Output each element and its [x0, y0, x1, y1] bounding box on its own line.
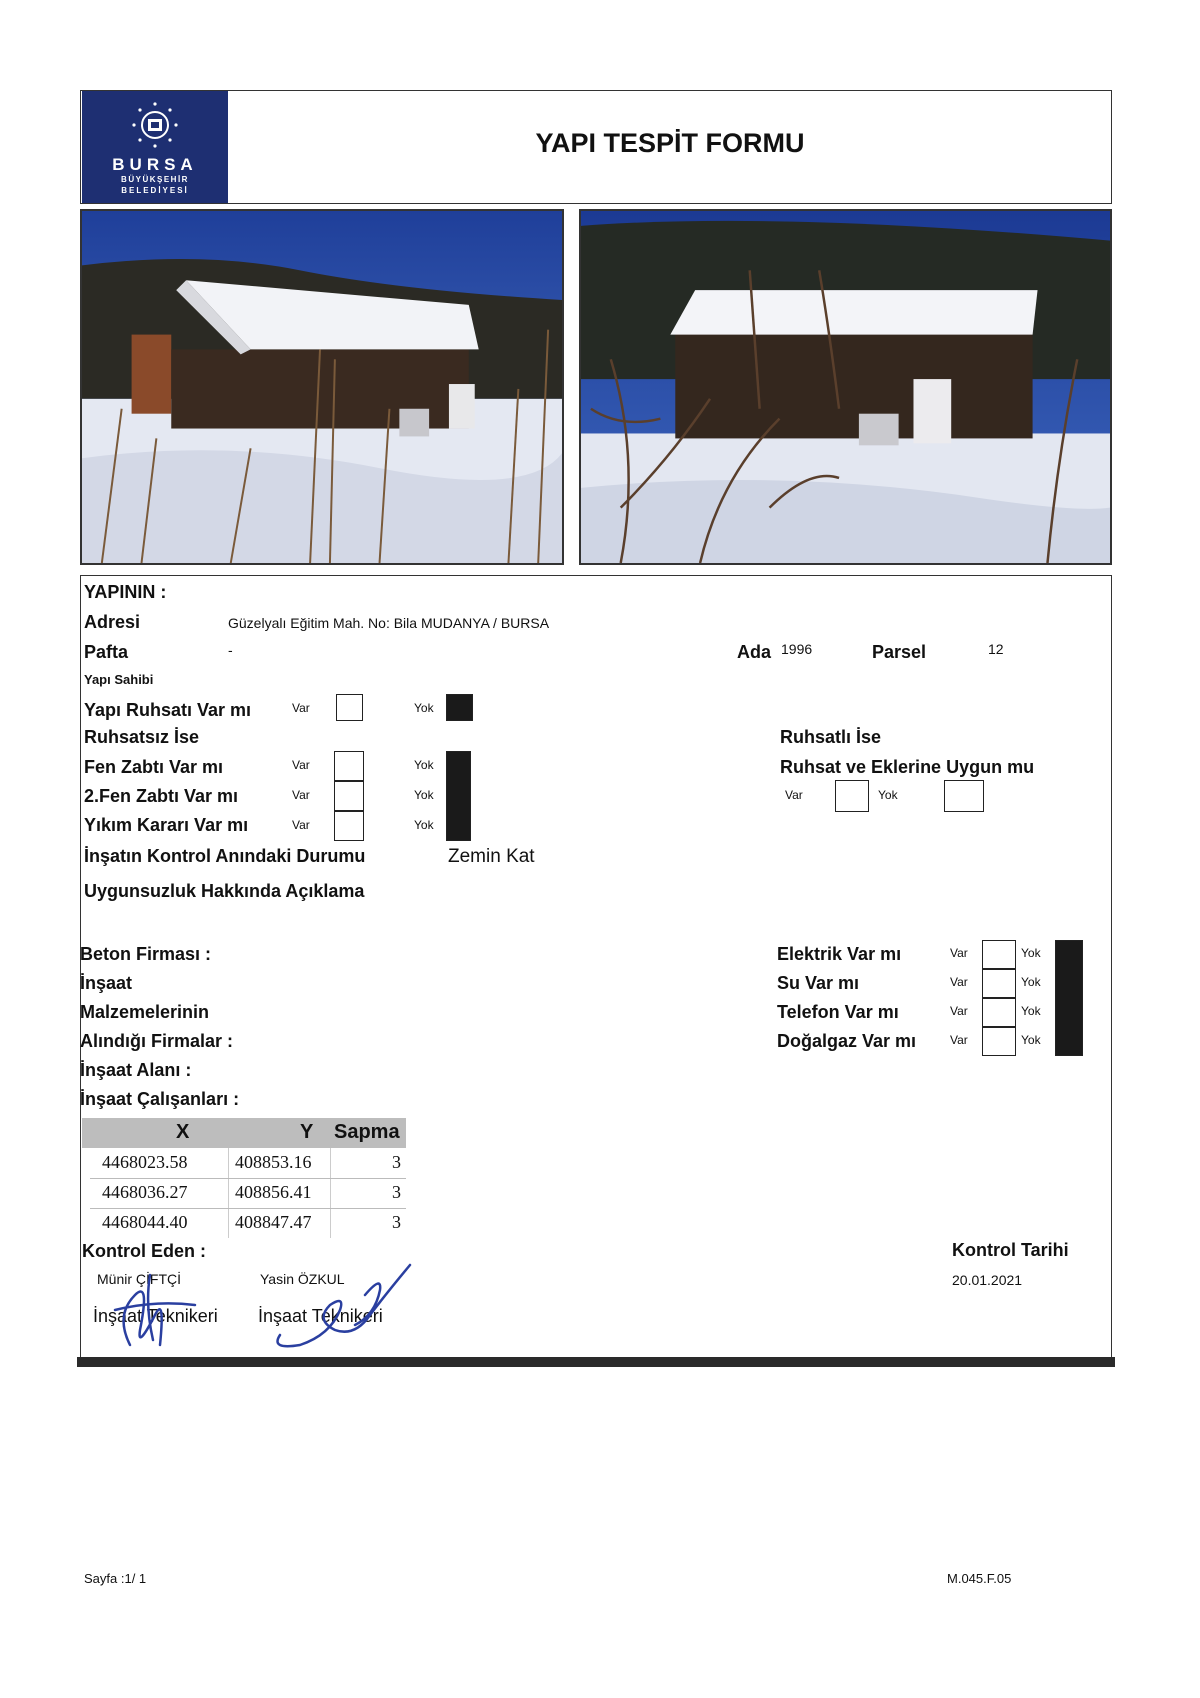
- utility-su-label: Su Var mı: [777, 973, 860, 993]
- ada-label: Ada: [737, 642, 772, 662]
- utility-yok-checkboxes[interactable]: [1055, 940, 1083, 1056]
- logo-text-bursa: BURSA: [112, 155, 198, 174]
- kontrol-tarihi-label: Kontrol Tarihi: [952, 1240, 1069, 1260]
- ruhsatli-ise-title: Ruhsatlı İse: [780, 727, 882, 747]
- coordinates-divider: [228, 1148, 229, 1238]
- malzeme-line1: İnşaat: [80, 973, 133, 993]
- logo-text-buyuksehir: BÜYÜKŞEHİR: [121, 175, 189, 184]
- utility-elektrik-var-label: Var: [950, 946, 968, 960]
- ruhsatli-var-checkbox[interactable]: [835, 780, 869, 812]
- pafta-label: Pafta: [84, 642, 129, 662]
- fen-zabti-var-label: Var: [292, 758, 310, 772]
- ruhsat-var-label: Var: [292, 701, 310, 715]
- coordinates-cell-x: 4468044.40: [102, 1212, 188, 1232]
- utility-su-var-checkbox[interactable]: [982, 969, 1016, 998]
- ruhsat-yok-checkbox[interactable]: [446, 694, 473, 721]
- utility-su-yok-label: Yok: [1021, 975, 1041, 989]
- utility-su-var-label: Var: [950, 975, 968, 989]
- page-number: Sayfa :1/ 1: [84, 1571, 147, 1586]
- section-title: YAPININ :: [84, 582, 167, 602]
- yikim-karari-var-checkbox[interactable]: [334, 811, 364, 841]
- building-photo-1: [80, 209, 564, 565]
- emblem-icon: [131, 101, 179, 149]
- coordinates-header-x: X: [176, 1121, 190, 1143]
- utility-telefon-label: Telefon Var mı: [777, 1002, 899, 1022]
- form-title: YAPI TESPİT FORMU: [535, 128, 805, 158]
- malzeme-line3: Alındığı Firmalar :: [80, 1031, 234, 1051]
- ruhsat-var-checkbox[interactable]: [336, 694, 363, 721]
- staff-name: Yasin ÖZKUL: [260, 1271, 345, 1287]
- yapi-sahibi-label: Yapı Sahibi: [84, 672, 154, 687]
- coordinates-cell-y: 408856.41: [235, 1182, 312, 1202]
- coordinates-header-sapma: Sapma: [334, 1121, 400, 1143]
- fen-zabti-2-yok-label: Yok: [414, 788, 434, 802]
- logo-text-belediyesi: BELEDİYESİ: [121, 186, 189, 195]
- uygunsuzluk-label: Uygunsuzluk Hakkında Açıklama: [84, 881, 365, 901]
- yikim-karari-label: Yıkım Kararı Var mı: [84, 815, 249, 835]
- utility-dogalgaz-var-checkbox[interactable]: [982, 1027, 1016, 1056]
- ruhsat-label: Yapı Ruhsatı Var mı: [84, 700, 252, 720]
- parsel-value: 12: [988, 641, 1004, 657]
- staff-name: Münir ÇİFTÇİ: [97, 1271, 181, 1287]
- coordinates-cell-x: 4468023.58: [102, 1152, 188, 1172]
- fen-zabti-2-var-checkbox[interactable]: [334, 781, 364, 811]
- utility-elektrik-label: Elektrik Var mı: [777, 944, 902, 964]
- malzeme-line2: Malzemelerinin: [80, 1002, 210, 1022]
- utility-dogalgaz-var-label: Var: [950, 1033, 968, 1047]
- address-value: Güzelyalı Eğitim Mah. No: Bila MUDANYA / BURSA: [228, 615, 550, 631]
- coordinates-header-y: Y: [300, 1121, 314, 1143]
- kontrol-durumu-label: İnşatın Kontrol Anındaki Durumu: [84, 846, 366, 866]
- zabit-yok-checkboxes[interactable]: [446, 751, 471, 841]
- pafta-value: -: [228, 642, 233, 658]
- ruhsatli-yok-label: Yok: [878, 788, 898, 802]
- beton-firmasi-label: Beton Firması :: [80, 944, 212, 964]
- fen-zabti-label: Fen Zabtı Var mı: [84, 757, 224, 777]
- insaat-calisanlari-label: İnşaat Çalışanları :: [80, 1089, 240, 1109]
- ruhsatli-var-label: Var: [785, 788, 803, 802]
- coordinates-cell-y: 408847.47: [235, 1212, 312, 1232]
- signature-2: [260, 1255, 420, 1355]
- ada-value: 1996: [781, 641, 813, 657]
- fen-zabti-2-var-label: Var: [292, 788, 310, 802]
- signature-1: [95, 1255, 215, 1355]
- coordinates-row-divider: [90, 1178, 406, 1179]
- coordinates-cell-sapma: 3: [392, 1212, 401, 1232]
- ruhsatsiz-ise-label: Ruhsatsız İse: [84, 727, 200, 747]
- form-code: M.045.F.05: [947, 1571, 1012, 1586]
- yikim-karari-yok-label: Yok: [414, 818, 434, 832]
- utility-elektrik-yok-label: Yok: [1021, 946, 1041, 960]
- utility-dogalgaz-yok-label: Yok: [1021, 1033, 1041, 1047]
- utility-telefon-var-label: Var: [950, 1004, 968, 1018]
- fen-zabti-yok-label: Yok: [414, 758, 434, 772]
- ruhsat-yok-label: Yok: [414, 701, 434, 715]
- coordinates-cell-sapma: 3: [392, 1182, 401, 1202]
- staff-title: İnşaat Teknikeri: [93, 1306, 218, 1326]
- utility-telefon-var-checkbox[interactable]: [982, 998, 1016, 1027]
- ruhsatli-ise-question: Ruhsat ve Eklerine Uygun mu: [780, 757, 1035, 777]
- utility-dogalgaz-label: Doğalgaz Var mı: [777, 1031, 917, 1051]
- utility-telefon-yok-label: Yok: [1021, 1004, 1041, 1018]
- coordinates-row-divider: [90, 1208, 406, 1209]
- kontrol-tarihi-value: 20.01.2021: [952, 1272, 1023, 1288]
- address-label: Adresi: [84, 612, 141, 632]
- ruhsatli-yok-checkbox[interactable]: [944, 780, 984, 812]
- building-photo-2: [579, 209, 1112, 565]
- kontrol-durumu-value: Zemin Kat: [448, 846, 535, 867]
- coordinates-cell-y: 408853.16: [235, 1152, 312, 1172]
- fen-zabti-2-label: 2.Fen Zabtı Var mı: [84, 786, 239, 806]
- insaat-alani-label: İnşaat Alanı :: [80, 1060, 192, 1080]
- fen-zabti-var-checkbox[interactable]: [334, 751, 364, 781]
- utility-elektrik-var-checkbox[interactable]: [982, 940, 1016, 969]
- coordinates-divider: [330, 1148, 331, 1238]
- parsel-label: Parsel: [872, 642, 927, 662]
- coordinates-cell-sapma: 3: [392, 1152, 401, 1172]
- yikim-karari-var-label: Var: [292, 818, 310, 832]
- kontrol-eden-label: Kontrol Eden :: [82, 1241, 206, 1261]
- coordinates-cell-x: 4468036.27: [102, 1182, 188, 1202]
- staff-title: İnşaat Teknikeri: [258, 1306, 383, 1326]
- section-bottom-bar: [77, 1357, 1115, 1367]
